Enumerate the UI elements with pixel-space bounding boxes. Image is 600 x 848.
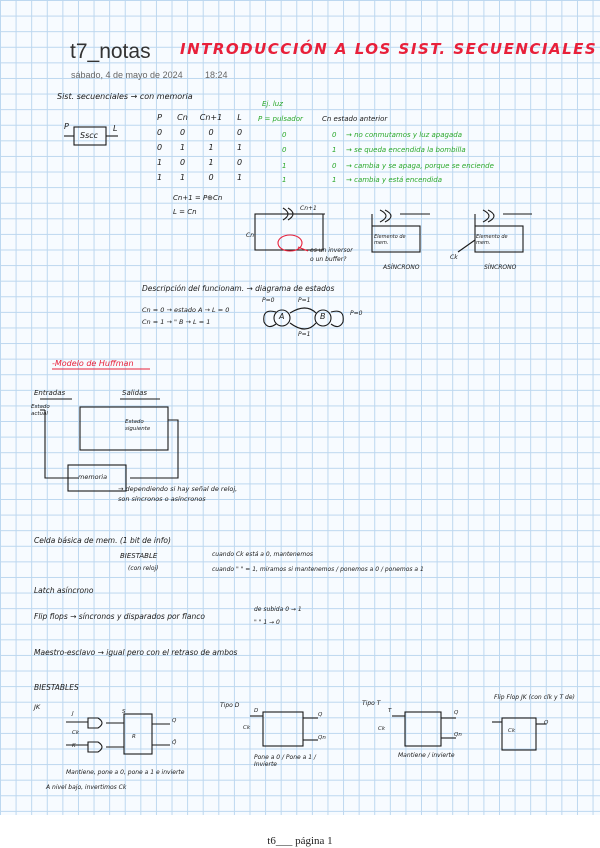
t-pin-q: Q <box>454 710 459 716</box>
table-cell: 0 <box>156 143 163 152</box>
state-a: A <box>279 312 285 321</box>
biestables-heading: BIESTABLES <box>34 683 79 692</box>
state-b: B <box>320 312 326 321</box>
table-cell: 0 <box>208 128 214 137</box>
flipflop-jk-label: Flip Flop JK (con clk y T de) <box>494 694 575 701</box>
pulsador-label: P = pulsador <box>258 115 303 123</box>
table-cell: 1 <box>208 143 214 152</box>
table-row <box>148 158 251 173</box>
table-cell: 1 <box>179 143 186 152</box>
jkff-pin-q: Q <box>544 720 549 726</box>
table-row <box>148 128 251 143</box>
green-row-p: 1 <box>282 176 287 184</box>
page-footer: t6___ página 1 <box>267 835 333 847</box>
table-cell: 0 <box>179 158 186 167</box>
t-caption: Mantiene / invierte <box>398 752 455 759</box>
green-row-text: → cambia y se apaga, porque se enciende <box>346 162 494 170</box>
circuit-cn1-label: Cn+1 <box>300 205 317 212</box>
state-desc-line2: Cn = 1 → " B → L = 1 <box>142 318 211 326</box>
modelo-huffman-heading: -Modelo de Huffman <box>52 359 134 368</box>
t-pin-qn: Qn <box>454 732 462 738</box>
cn-estado-label: Cn estado anterior <box>322 115 388 123</box>
transition-a-self: P=0 <box>262 297 275 304</box>
table-cell: 1 <box>236 143 243 152</box>
table-cell: 1 <box>236 173 243 182</box>
d-pin-q: Q <box>318 712 323 718</box>
table-cell: 0 <box>236 158 243 167</box>
table-cell: 1 <box>156 158 163 167</box>
asincrono-label: ASÍNCRONO <box>383 264 420 271</box>
biestable-line2: cuando " " = 1, miramos si mantenemos / ponemos a 0 / ponemos a 1 <box>212 566 424 573</box>
table-header-cell: Cn+1 <box>199 113 223 122</box>
tipo-t-label: Tipo T <box>362 700 381 707</box>
transition-b-a: P=1 <box>298 331 311 338</box>
jk-pin-q: Q <box>172 718 177 724</box>
table-header-cell: L <box>237 113 242 122</box>
transition-a-b: P=1 <box>298 297 311 304</box>
latch-line: Latch asíncrono <box>34 586 94 595</box>
maestro-esclavo-line: Maestro-esclavo → igual pero con el retraso de ambos <box>34 648 238 657</box>
equation-cn1: Cn+1 = P⊕Cn <box>173 194 223 202</box>
d-pin-d: D <box>254 708 259 714</box>
green-row-p: 0 <box>282 146 287 154</box>
table-cell: 1 <box>156 173 163 182</box>
biestable-label: BIESTABLE <box>120 552 158 560</box>
estado-siguiente-label: Estado siguiente <box>125 419 151 432</box>
jk-pin-ck: Ck <box>72 730 80 736</box>
flipflops-line: Flip flops → síncronos y disparados por flanco <box>34 612 205 621</box>
transition-b-self: P=0 <box>350 310 363 317</box>
circuit-cn-label: Cn <box>246 232 254 239</box>
t-pin-t: T <box>388 708 392 714</box>
sync-ck-label: Ck <box>450 254 458 261</box>
circuit-annotation: es un inversor o un buffer? <box>310 247 353 263</box>
green-row-p: 0 <box>282 131 287 139</box>
green-row-c: 0 <box>332 131 337 139</box>
input-p-label: P <box>64 122 69 131</box>
sync-memory-label: Elemento de mem. <box>476 234 508 246</box>
d-pin-ck: Ck <box>243 725 251 731</box>
green-row-p: 1 <box>282 162 287 170</box>
table-cell: 0 <box>179 128 186 137</box>
sist-secuenciales-line: Sist. secuenciales → con memoria <box>57 92 193 101</box>
table-cell: 1 <box>179 173 186 182</box>
table-cell: 0 <box>208 173 214 182</box>
jk-pin-qbar: Q̄ <box>172 740 177 746</box>
sincrono-label: SÍNCRONO <box>484 264 517 271</box>
truth-table <box>148 113 251 188</box>
output-l-label: L <box>113 124 118 133</box>
d-caption: Pone a 0 / Pone a 1 / Invierte <box>254 754 316 768</box>
jk-pin-s: S <box>122 709 126 715</box>
example-heading: Ej. luz <box>262 100 283 108</box>
dependiendo-note: → dependiendo si hay señal de reloj, son síncronos o asíncronos <box>118 485 238 503</box>
flanco-bajada: " " 1 → 0 <box>254 619 280 626</box>
entradas-label: Entradas <box>34 389 66 397</box>
tipo-d-label: Tipo D <box>220 702 240 709</box>
estado-actual-label: Estado actual <box>31 404 50 417</box>
flanco-subida: de subida 0 → 1 <box>254 606 302 613</box>
table-row <box>148 173 251 188</box>
green-row-text: → no conmutamos y luz apagada <box>346 131 463 139</box>
con-reloj-label: (con reloj) <box>128 565 159 572</box>
green-row-text: → cambia y está encendida <box>346 176 442 184</box>
table-header-cell: Cn <box>177 113 188 122</box>
table-cell: 1 <box>208 158 214 167</box>
jk-pin-r: R <box>132 734 136 740</box>
salidas-label: Salidas <box>122 389 148 397</box>
descripcion-line: Descripción del funcionam. → diagrama de estados <box>142 284 335 293</box>
table-cell: 0 <box>156 128 163 137</box>
table-cell: 0 <box>236 128 243 137</box>
truth-table-header <box>148 113 251 128</box>
page-time: 18:24 <box>205 70 228 80</box>
green-row-c: 0 <box>332 162 337 170</box>
jk-pin-k: K <box>72 743 76 749</box>
d-pin-qn: Qn <box>318 735 326 741</box>
page-date: sábado, 4 de mayo de 2024 <box>71 70 183 80</box>
jk-pin-j: J <box>72 711 74 717</box>
state-desc-line1: Cn = 0 → estado A → L = 0 <box>142 306 230 314</box>
biestable-line1: cuando Ck está a 0, mantenemos <box>212 551 314 558</box>
jk-caption: Mantiene, pone a 0, pone a 1 e invierte <box>66 769 185 776</box>
memoria-label: memoria <box>78 473 108 481</box>
section-heading: INTRODUCCIÓN A LOS SIST. SECUENCIALES <box>180 40 598 58</box>
green-row-text: → se queda encendida la bombilla <box>346 146 466 154</box>
table-row <box>148 143 251 158</box>
equation-l: L = Cn <box>173 208 197 216</box>
table-header-cell: P <box>157 113 162 122</box>
jk-label: JK <box>34 703 41 711</box>
sscc-box-label: Sscc <box>80 131 99 140</box>
jkff-pin-ck: Ck <box>508 728 516 734</box>
t-pin-ck: Ck <box>378 726 386 732</box>
page-title: t7_notas <box>70 40 151 63</box>
async-memory-label: Elemento de mem. <box>374 234 406 246</box>
celda-basica-line: Celda básica de mem. (1 bit de info) <box>34 536 171 545</box>
green-row-c: 1 <box>332 146 337 154</box>
green-row-c: 1 <box>332 176 337 184</box>
jk-caption-2: A nivel bajo, invertimos Ck <box>46 784 127 791</box>
